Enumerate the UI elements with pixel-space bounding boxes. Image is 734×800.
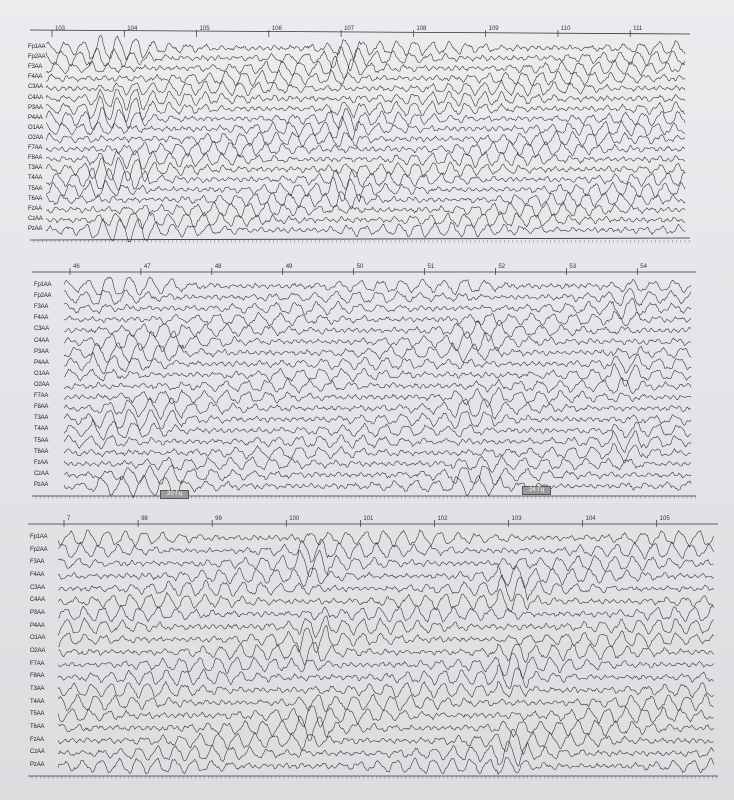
time-tick-label: 98 [141, 516, 148, 522]
eeg-trace [64, 410, 691, 431]
time-tick-label: 103 [55, 26, 66, 32]
eeg-trace [58, 729, 714, 754]
eeg-trace [58, 616, 714, 638]
eeg-trace [64, 342, 691, 362]
eeg-trace [58, 575, 714, 601]
channel-label: O2AA [28, 135, 44, 141]
eeg-panel-3 [28, 514, 718, 784]
channel-label: C3AA [30, 584, 45, 591]
channel-label: PzAA [34, 482, 49, 488]
eeg-traces-1 [30, 22, 690, 244]
channel-label: F3AA [34, 304, 49, 311]
time-tick-label: 53 [569, 264, 577, 270]
eeg-trace [64, 456, 691, 473]
time-tick-label: 50 [356, 264, 364, 270]
channel-label: P3AA [34, 348, 49, 355]
channel-label: Fp2AA [30, 546, 48, 553]
channel-label: P4AA [28, 114, 43, 121]
channel-label: F8AA [28, 155, 43, 162]
channel-label: Fp1AA [34, 282, 52, 288]
eeg-trace [58, 605, 714, 622]
eeg-trace [46, 96, 685, 122]
channel-label: T5AA [28, 185, 43, 192]
channel-label: T5AA [30, 711, 45, 718]
time-tick-label: 107 [344, 26, 355, 32]
eeg-trace [64, 475, 691, 497]
time-tick-label: 102 [437, 516, 448, 522]
time-tick-label: 49 [285, 264, 293, 270]
time-tick-label: 51 [427, 264, 435, 270]
channel-label: O2AA [34, 382, 50, 388]
eeg-panel-1 [30, 22, 690, 244]
channel-label: P4AA [30, 622, 45, 629]
channel-label: CzAA [28, 215, 43, 222]
channel-label: P3AA [28, 104, 43, 111]
time-tick-label: 54 [640, 264, 647, 270]
eeg-trace [46, 70, 685, 87]
eeg-trace [46, 108, 685, 131]
channel-label: Fp2AA [28, 54, 46, 61]
time-tick-label: 109 [488, 26, 499, 32]
channel-label: FzAA [28, 205, 42, 212]
time-tick-label: 108 [416, 26, 427, 32]
time-tick-label: 52 [498, 264, 506, 270]
channel-label: P4AA [34, 359, 49, 366]
eeg-trace [46, 35, 685, 60]
channel-label: F7AA [28, 145, 43, 152]
eeg-trace [58, 539, 714, 562]
channel-label: CzAA [30, 749, 45, 756]
channel-label: T3AA [34, 415, 49, 422]
time-tick-label: 48 [214, 264, 222, 270]
eeg-trace [64, 363, 691, 386]
channel-label: F4AA [28, 74, 43, 81]
channel-label: Fp1AA [30, 534, 48, 540]
channel-label: T5AA [34, 437, 49, 444]
channel-label: P3AA [30, 610, 45, 616]
channel-label: O1AA [34, 370, 50, 377]
channel-label: F8AA [34, 404, 49, 411]
eeg-trace [64, 431, 691, 453]
eeg-trace [64, 289, 691, 306]
channel-label: Fp2AA [34, 293, 52, 300]
channel-label: F7AA [30, 660, 45, 667]
eeg-trace [46, 168, 685, 190]
channel-label: F4AA [34, 315, 49, 322]
bottom-axis [30, 238, 690, 240]
eeg-trace [58, 565, 714, 588]
eeg-trace [64, 378, 691, 393]
eeg-trace [58, 741, 714, 766]
eeg-trace [46, 151, 685, 170]
eeg-trace [58, 758, 714, 775]
channel-label: O1AA [30, 635, 46, 642]
eeg-trace [46, 47, 685, 71]
channel-label: PzAA [28, 226, 43, 232]
channel-label: T4AA [30, 698, 45, 705]
eeg-trace [64, 397, 691, 419]
eeg-trace [58, 550, 714, 577]
time-tick-label: 46 [73, 264, 80, 270]
eeg-trace [46, 158, 685, 182]
channel-label: T3AA [28, 165, 43, 172]
eeg-panel-2 [32, 262, 696, 502]
frequency-marker-24: 24 Гц [522, 486, 551, 495]
channel-label: FzAA [34, 459, 48, 466]
eeg-trace [64, 277, 691, 295]
channel-label: CzAA [34, 470, 49, 477]
eeg-trace [64, 387, 691, 407]
eeg-trace [46, 202, 685, 218]
channel-label: F8AA [30, 673, 45, 680]
channel-label: C3AA [34, 326, 49, 333]
eeg-trace [58, 694, 714, 712]
channel-label: T6AA [28, 195, 43, 202]
time-tick-label: 104 [127, 26, 138, 32]
eeg-trace [46, 56, 685, 79]
time-tick-label: 7 [67, 516, 71, 522]
eeg-trace [64, 331, 691, 352]
time-tick-label: 111 [633, 26, 643, 32]
time-tick-label: 104 [585, 516, 596, 522]
eeg-trace [64, 298, 691, 318]
channel-label: T4AA [28, 175, 43, 182]
channel-label: F7AA [34, 393, 49, 400]
time-tick-label: 110 [560, 26, 571, 32]
time-tick-label: 105 [199, 26, 210, 32]
channel-label: C4AA [34, 337, 49, 344]
channel-label: Fp1AA [28, 44, 46, 50]
channel-label: T3AA [30, 686, 45, 692]
channel-label: T6AA [30, 724, 45, 730]
channel-label: T4AA [34, 426, 49, 433]
time-tick-label: 99 [215, 516, 222, 522]
time-tick-label: 106 [271, 26, 282, 32]
time-tick-label: 105 [659, 516, 670, 522]
eeg-trace [64, 320, 691, 341]
channel-label: T6AA [34, 448, 49, 455]
eeg-traces-2 [32, 262, 696, 502]
eeg-trace [58, 530, 714, 547]
eeg-trace [64, 311, 691, 326]
eeg-traces-3 [28, 514, 718, 784]
channel-label: C4AA [28, 94, 43, 101]
eeg-trace [64, 444, 691, 463]
channel-label: FzAA [30, 736, 44, 743]
channel-label: C4AA [30, 597, 45, 604]
time-tick-label: 47 [143, 264, 151, 270]
time-tick-label: 100 [289, 516, 300, 522]
eeg-trace [58, 589, 714, 611]
eeg-trace [46, 131, 685, 147]
frequency-marker-20: 20 Гц [160, 490, 189, 499]
time-tick-label: 101 [363, 516, 374, 522]
eeg-trace [46, 141, 685, 157]
eeg-trace [58, 716, 714, 741]
channel-label: C3AA [28, 84, 43, 91]
channel-label: O2AA [30, 648, 46, 654]
eeg-trace [46, 192, 685, 209]
channel-label: O1AA [28, 124, 44, 131]
channel-label: F3AA [30, 559, 45, 566]
channel-label: F4AA [30, 572, 45, 578]
time-tick-label: 103 [511, 516, 522, 522]
eeg-trace [58, 642, 714, 664]
channel-label: PzAA [30, 762, 45, 768]
channel-label: F3AA [28, 64, 43, 71]
eeg-trace [46, 80, 685, 96]
eeg-trace [58, 706, 714, 727]
